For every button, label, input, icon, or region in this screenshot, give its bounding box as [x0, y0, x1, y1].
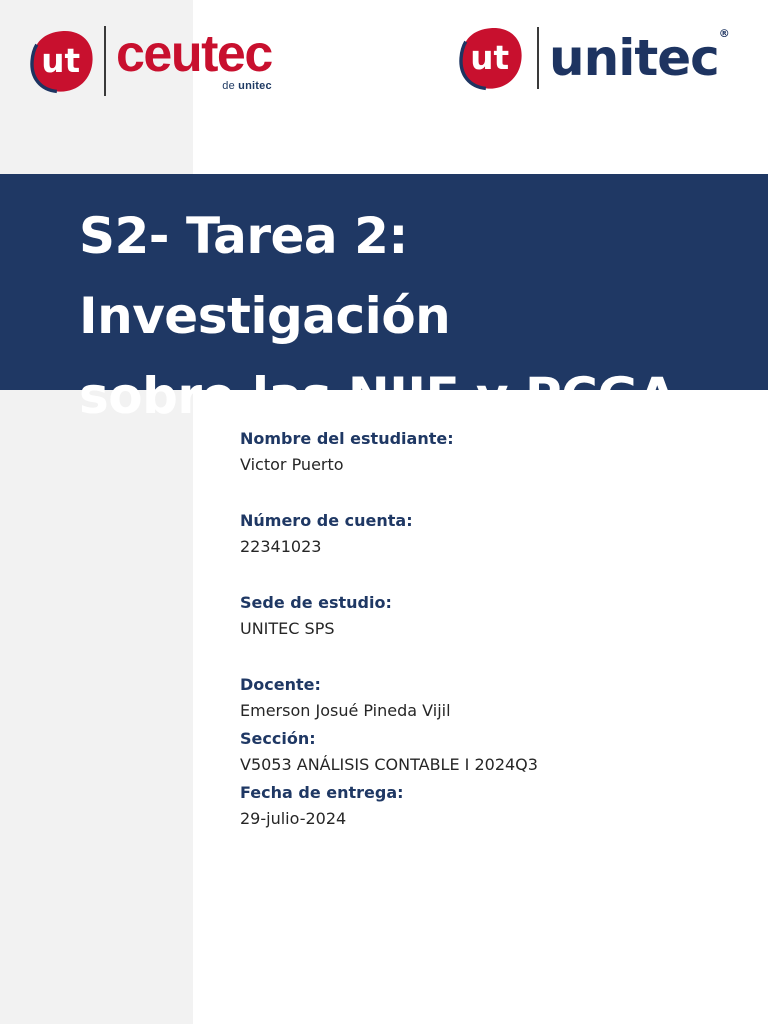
field-label: Número de cuenta: [240, 511, 413, 530]
svg-text:ut: ut [470, 38, 510, 77]
ut-badge-icon [28, 27, 96, 95]
ceutec-wordmark: ceutec [116, 25, 272, 83]
title-line-1: S2- Tarea 2: Investigación [79, 207, 451, 345]
field-label: Sede de estudio: [240, 593, 392, 612]
svg-text:ut: ut [41, 41, 81, 80]
field-value: 29-julio-2024 [240, 809, 347, 828]
field-campus [240, 590, 740, 642]
ceutec-logo [28, 26, 272, 96]
field-value: V5053 ANÁLISIS CONTABLE I 2024Q3 [240, 755, 538, 774]
ceutec-subtitle: de unitec [222, 80, 272, 92]
field-label: Sección: [240, 729, 316, 748]
field-value: 22341023 [240, 537, 322, 556]
field-due-date [240, 780, 740, 832]
field-student-name [240, 426, 740, 478]
field-label: Nombre del estudiante: [240, 429, 454, 448]
ut-badge-icon [457, 24, 525, 92]
unitec-logo [457, 24, 729, 92]
registered-mark: ® [718, 27, 729, 40]
field-value: Emerson Josué Pineda Vijil [240, 701, 451, 720]
logo-divider [537, 27, 539, 89]
logo-divider [104, 26, 106, 96]
unitec-wordmark: unitec ® [549, 27, 729, 87]
field-section [240, 726, 740, 778]
title-line-2: sobre las NIIF y PCGA [79, 367, 677, 425]
left-gray-strip [0, 0, 193, 1024]
field-label: Docente: [240, 675, 321, 694]
field-account-number [240, 508, 740, 560]
title-band [0, 174, 768, 425]
field-value: Victor Puerto [240, 455, 344, 474]
field-teacher [240, 672, 740, 724]
document-title [79, 196, 759, 436]
field-value: UNITEC SPS [240, 619, 335, 638]
student-info [240, 426, 740, 834]
field-label: Fecha de entrega: [240, 783, 404, 802]
